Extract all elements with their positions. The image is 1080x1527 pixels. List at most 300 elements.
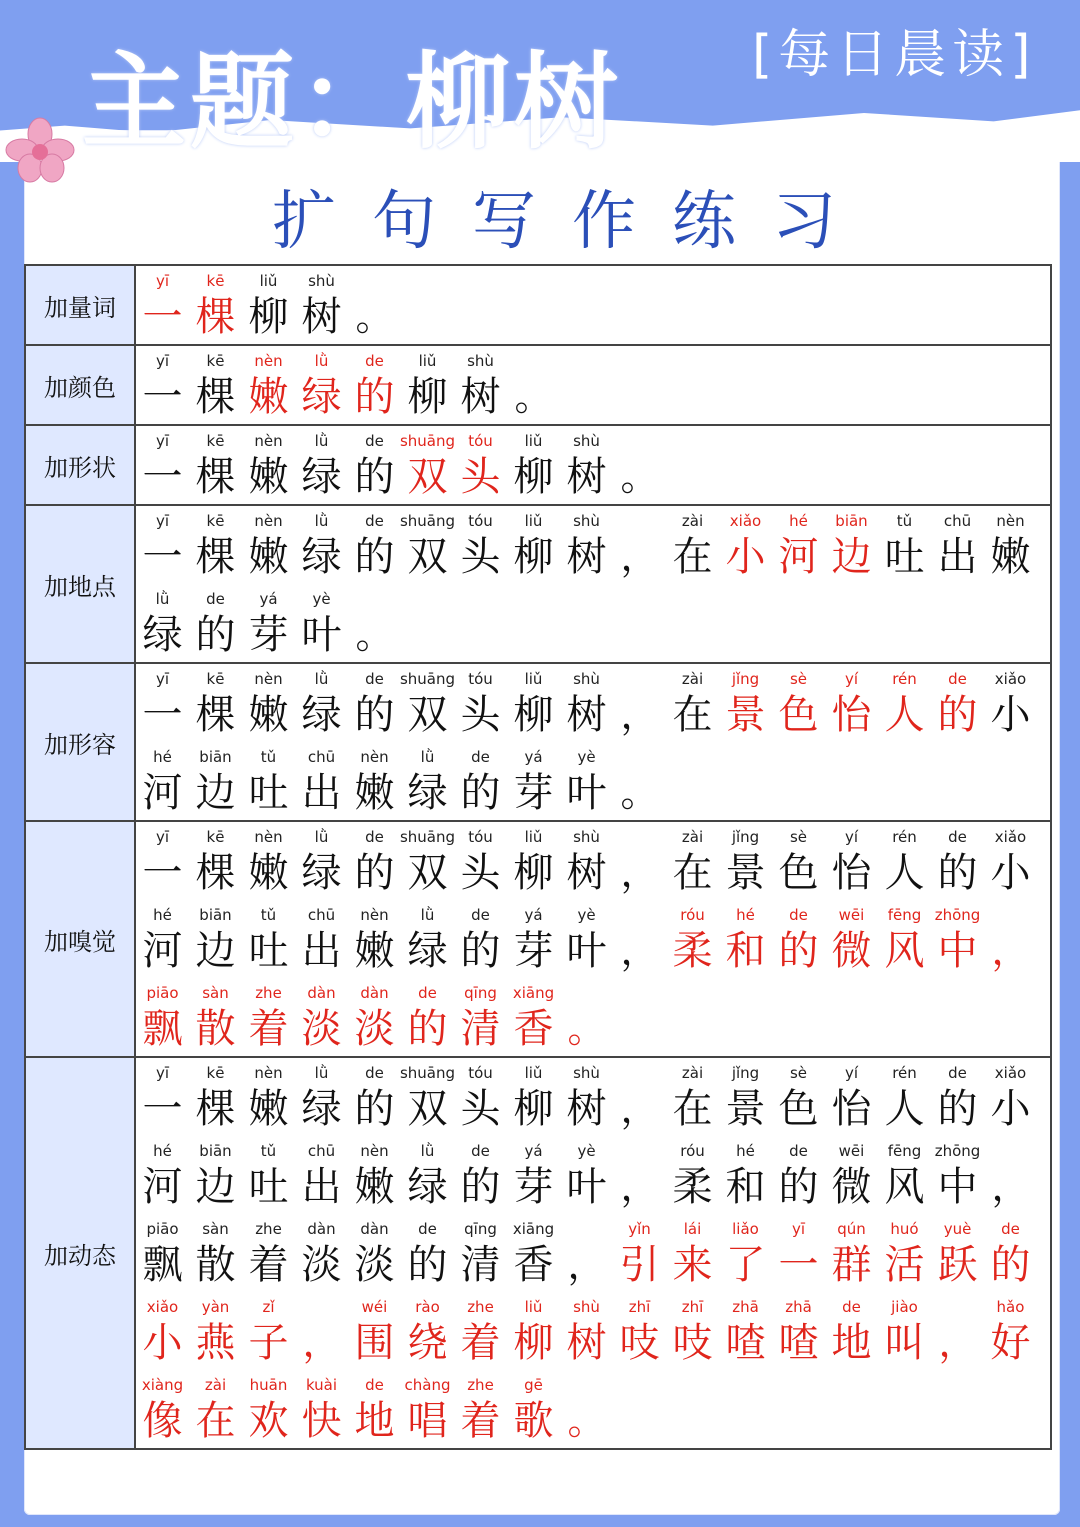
character-with-pinyin	[878, 670, 931, 742]
pinyin: yī	[791, 1220, 806, 1238]
hanzi: 在	[672, 850, 713, 896]
sentence-line	[136, 978, 1050, 1056]
pinyin: chū	[307, 906, 336, 924]
hanzi: 的	[407, 1242, 448, 1288]
character-with-pinyin	[666, 1064, 719, 1136]
pinyin: chū	[307, 748, 336, 766]
character-with-pinyin	[613, 512, 666, 584]
character-with-pinyin	[189, 352, 242, 424]
hanzi: 树	[566, 1320, 607, 1366]
pinyin: de	[365, 512, 384, 530]
hanzi: 出	[301, 1164, 342, 1210]
pinyin: sàn	[202, 984, 229, 1002]
hanzi: 小	[990, 1086, 1031, 1132]
hanzi: 一	[142, 692, 183, 738]
pinyin: nèn	[254, 670, 283, 688]
pinyin: shù	[573, 1064, 600, 1082]
character-with-pinyin	[454, 1298, 507, 1370]
pinyin: hǎo	[996, 1298, 1025, 1316]
hanzi: ，	[620, 1165, 659, 1209]
hanzi: 好	[990, 1320, 1031, 1366]
pinyin: qīng	[464, 1220, 497, 1238]
character-with-pinyin	[242, 1298, 295, 1370]
pinyin: shù	[308, 272, 335, 290]
hanzi: 双	[407, 1086, 448, 1132]
pinyin: xiǎo	[994, 828, 1027, 846]
pinyin: de	[418, 984, 437, 1002]
hanzi: 人	[884, 692, 925, 738]
character-with-pinyin	[719, 512, 772, 584]
hanzi: 柳	[513, 534, 554, 580]
pinyin: zǐ	[262, 1298, 275, 1316]
character-with-pinyin	[772, 670, 825, 742]
pinyin: yuè	[943, 1220, 972, 1238]
character-with-pinyin	[931, 512, 984, 584]
character-with-pinyin	[719, 828, 772, 900]
character-with-pinyin	[189, 1220, 242, 1292]
character-with-pinyin	[401, 1298, 454, 1370]
hanzi: 嫩	[248, 534, 289, 580]
pinyin: zhōng	[934, 1142, 981, 1160]
pinyin: lǜ	[314, 352, 329, 370]
character-with-pinyin	[295, 512, 348, 584]
character-with-pinyin	[242, 984, 295, 1056]
hanzi: 双	[407, 534, 448, 580]
character-with-pinyin	[348, 432, 401, 504]
character-with-pinyin	[401, 748, 454, 820]
hanzi: 人	[884, 1086, 925, 1132]
hanzi: 淡	[354, 1006, 395, 1052]
hanzi: 燕	[195, 1320, 236, 1366]
subtitle: 扩句写作练习	[272, 185, 872, 259]
character-with-pinyin	[454, 352, 507, 424]
pinyin: tóu	[468, 828, 493, 846]
pinyin: rén	[892, 828, 917, 846]
hanzi: 淡	[301, 1242, 342, 1288]
pinyin: yè	[577, 748, 596, 766]
hanzi: 的	[354, 692, 395, 738]
character-with-pinyin	[772, 512, 825, 584]
sentence-cell	[135, 345, 1051, 425]
character-with-pinyin	[719, 1298, 772, 1370]
character-with-pinyin	[931, 1142, 984, 1214]
character-with-pinyin	[136, 1298, 189, 1370]
pinyin: tóu	[468, 432, 493, 450]
character-with-pinyin	[666, 906, 719, 978]
character-with-pinyin	[560, 828, 613, 900]
hanzi: 出	[937, 534, 978, 580]
pinyin: shù	[467, 352, 494, 370]
hanzi: 来	[672, 1242, 713, 1288]
pinyin: yá	[524, 748, 543, 766]
character-with-pinyin	[401, 432, 454, 504]
character-with-pinyin	[878, 512, 931, 584]
pinyin: yè	[577, 1142, 596, 1160]
pinyin: nèn	[254, 828, 283, 846]
hanzi: 一	[142, 1086, 183, 1132]
character-with-pinyin	[507, 670, 560, 742]
character-with-pinyin	[401, 352, 454, 424]
hanzi: 风	[884, 928, 925, 974]
character-with-pinyin	[560, 1142, 613, 1214]
sentence-line	[136, 900, 1050, 978]
hanzi: 树	[566, 850, 607, 896]
hanzi: 景	[725, 1086, 766, 1132]
hanzi: 柳	[513, 454, 554, 500]
hanzi: 和	[725, 928, 766, 974]
exercise-row	[25, 663, 1051, 821]
character-with-pinyin	[984, 828, 1037, 900]
hanzi: 棵	[195, 850, 236, 896]
pinyin: rào	[415, 1298, 440, 1316]
pinyin: de	[365, 670, 384, 688]
hanzi: 。	[514, 375, 553, 419]
character-with-pinyin	[825, 1220, 878, 1292]
sentence-cell	[135, 505, 1051, 663]
hanzi: 地	[831, 1320, 872, 1366]
pinyin: xiǎo	[994, 670, 1027, 688]
pinyin: zhī	[681, 1298, 704, 1316]
character-with-pinyin	[507, 1376, 560, 1448]
row-label: 加动态	[25, 1057, 135, 1449]
hanzi: 一	[142, 534, 183, 580]
character-with-pinyin	[136, 1220, 189, 1292]
hanzi: 像	[142, 1398, 183, 1444]
pinyin: sè	[789, 670, 808, 688]
hanzi: 小	[990, 850, 1031, 896]
hanzi: 树	[566, 534, 607, 580]
pinyin: shuāng	[399, 670, 456, 688]
hanzi: 的	[354, 374, 395, 420]
character-with-pinyin	[772, 906, 825, 978]
character-with-pinyin	[560, 984, 613, 1056]
character-with-pinyin	[666, 512, 719, 584]
hanzi: 喳	[725, 1320, 766, 1366]
hanzi: ，	[938, 1321, 977, 1365]
hanzi: 绿	[407, 1164, 448, 1210]
character-with-pinyin	[507, 352, 560, 424]
hanzi: 头	[460, 1086, 501, 1132]
brand-label: [每日晨读]	[752, 25, 1037, 85]
character-with-pinyin	[454, 1064, 507, 1136]
exercise-table	[24, 264, 1052, 1450]
hanzi: 棵	[195, 1086, 236, 1132]
hanzi: 嫩	[354, 1164, 395, 1210]
character-with-pinyin	[507, 828, 560, 900]
pinyin: zài	[681, 670, 704, 688]
hanzi: 。	[567, 1399, 606, 1443]
character-with-pinyin	[454, 984, 507, 1056]
pinyin: zhe	[255, 1220, 282, 1238]
pinyin: shù	[573, 432, 600, 450]
hanzi: 柳	[513, 850, 554, 896]
pinyin: lǜ	[314, 512, 329, 530]
pinyin: zài	[681, 512, 704, 530]
hanzi: 景	[725, 850, 766, 896]
hanzi: 出	[301, 928, 342, 974]
hanzi: 头	[460, 850, 501, 896]
hanzi: 的	[778, 1164, 819, 1210]
character-with-pinyin	[189, 1064, 242, 1136]
character-with-pinyin	[348, 984, 401, 1056]
hanzi: 的	[778, 928, 819, 974]
pinyin: yī	[155, 670, 170, 688]
character-with-pinyin	[136, 906, 189, 978]
character-with-pinyin	[295, 1064, 348, 1136]
pinyin: de	[365, 1064, 384, 1082]
hanzi: 的	[460, 1164, 501, 1210]
character-with-pinyin	[719, 906, 772, 978]
hanzi: 的	[354, 850, 395, 896]
pinyin: zhā	[732, 1298, 759, 1316]
hanzi: 一	[778, 1242, 819, 1288]
character-with-pinyin	[348, 1220, 401, 1292]
hanzi: 在	[672, 1086, 713, 1132]
pinyin: fēng	[887, 906, 922, 924]
pinyin: shuāng	[399, 828, 456, 846]
character-with-pinyin	[136, 272, 189, 344]
pinyin: liǔ	[524, 670, 543, 688]
pinyin: tǔ	[260, 748, 277, 766]
sentence-cell	[135, 265, 1051, 345]
pinyin: shù	[573, 670, 600, 688]
character-with-pinyin	[136, 432, 189, 504]
pinyin: tǔ	[260, 1142, 277, 1160]
hanzi: 清	[460, 1242, 501, 1288]
hanzi: ，	[567, 1243, 606, 1287]
pinyin: chū	[307, 1142, 336, 1160]
character-with-pinyin	[560, 1064, 613, 1136]
hanzi: ，	[620, 851, 659, 895]
character-with-pinyin	[878, 1064, 931, 1136]
character-with-pinyin	[666, 1220, 719, 1292]
character-with-pinyin	[719, 1064, 772, 1136]
hanzi: 小	[990, 692, 1031, 738]
sentence-cell	[135, 1057, 1051, 1449]
character-with-pinyin	[560, 1220, 613, 1292]
hanzi: 绿	[301, 1086, 342, 1132]
hanzi: 绕	[407, 1320, 448, 1366]
hanzi: 嫩	[354, 770, 395, 816]
hanzi: 棵	[195, 294, 236, 340]
character-with-pinyin	[666, 670, 719, 742]
character-with-pinyin	[348, 272, 401, 344]
hanzi: 绿	[301, 374, 342, 420]
character-with-pinyin	[613, 1064, 666, 1136]
hanzi: 头	[460, 692, 501, 738]
character-with-pinyin	[295, 984, 348, 1056]
pinyin: nèn	[360, 906, 389, 924]
hanzi: 叫	[884, 1320, 925, 1366]
pinyin: de	[1001, 1220, 1020, 1238]
hanzi: 绿	[301, 454, 342, 500]
character-with-pinyin	[242, 1064, 295, 1136]
hanzi: 色	[778, 1086, 819, 1132]
character-with-pinyin	[348, 670, 401, 742]
row-label: 加颜色	[25, 345, 135, 425]
character-with-pinyin	[348, 1298, 401, 1370]
hanzi: 香	[513, 1006, 554, 1052]
pinyin: yí	[844, 1064, 859, 1082]
hanzi: 的	[407, 1006, 448, 1052]
pinyin: de	[365, 432, 384, 450]
pinyin: nèn	[254, 432, 283, 450]
sentence-line	[136, 742, 1050, 820]
hanzi: 清	[460, 1006, 501, 1052]
sentence-line	[136, 1136, 1050, 1214]
sentence-cell	[135, 663, 1051, 821]
hanzi: 双	[407, 454, 448, 500]
pinyin: kē	[206, 828, 225, 846]
hanzi: 吱	[672, 1320, 713, 1366]
character-with-pinyin	[189, 906, 242, 978]
hanzi: ，	[620, 535, 659, 579]
pinyin: de	[471, 748, 490, 766]
pinyin: jiào	[891, 1298, 918, 1316]
pinyin: zhī	[628, 1298, 651, 1316]
character-with-pinyin	[295, 432, 348, 504]
hanzi: 叶	[566, 770, 607, 816]
character-with-pinyin	[401, 1064, 454, 1136]
row-label: 加形容	[25, 663, 135, 821]
hanzi: 着	[460, 1320, 501, 1366]
pinyin: nèn	[254, 352, 283, 370]
hanzi: ，	[302, 1321, 341, 1365]
pinyin: yí	[844, 828, 859, 846]
character-with-pinyin	[189, 748, 242, 820]
character-with-pinyin	[136, 590, 189, 662]
pinyin: lǜ	[420, 906, 435, 924]
hanzi: 的	[937, 850, 978, 896]
character-with-pinyin	[295, 352, 348, 424]
hanzi: 树	[301, 294, 342, 340]
character-with-pinyin	[242, 512, 295, 584]
pinyin: hé	[736, 906, 755, 924]
character-with-pinyin	[984, 1220, 1037, 1292]
character-with-pinyin	[242, 272, 295, 344]
pinyin: dàn	[307, 984, 336, 1002]
hanzi: 绿	[407, 928, 448, 974]
character-with-pinyin	[348, 1376, 401, 1448]
hanzi: 。	[355, 295, 394, 339]
hanzi: 绿	[142, 612, 183, 658]
hanzi: 芽	[513, 928, 554, 974]
pinyin: zài	[204, 1376, 227, 1394]
character-with-pinyin	[454, 828, 507, 900]
character-with-pinyin	[931, 1298, 984, 1370]
character-with-pinyin	[136, 828, 189, 900]
hanzi: 。	[567, 1007, 606, 1051]
character-with-pinyin	[189, 670, 242, 742]
pinyin: yī	[155, 352, 170, 370]
hanzi: 边	[831, 534, 872, 580]
character-with-pinyin	[295, 590, 348, 662]
hanzi: 的	[195, 612, 236, 658]
pinyin: hé	[153, 1142, 172, 1160]
pinyin: wéi	[361, 1298, 388, 1316]
character-with-pinyin	[825, 1064, 878, 1136]
character-with-pinyin	[560, 1376, 613, 1448]
character-with-pinyin	[613, 670, 666, 742]
character-with-pinyin	[348, 1064, 401, 1136]
pinyin: xiāng	[512, 1220, 555, 1238]
pinyin: de	[365, 828, 384, 846]
pinyin: sàn	[202, 1220, 229, 1238]
character-with-pinyin	[931, 1220, 984, 1292]
character-with-pinyin	[613, 1220, 666, 1292]
hanzi: 的	[460, 770, 501, 816]
character-with-pinyin	[984, 1298, 1037, 1370]
exercise-row	[25, 505, 1051, 663]
character-with-pinyin	[295, 1142, 348, 1214]
character-with-pinyin	[189, 1298, 242, 1370]
hanzi: 的	[460, 928, 501, 974]
hanzi: 色	[778, 850, 819, 896]
hanzi: 吐	[884, 534, 925, 580]
pinyin: xiǎo	[146, 1298, 179, 1316]
pinyin: biān	[199, 906, 232, 924]
pinyin: lǜ	[314, 670, 329, 688]
hanzi: 和	[725, 1164, 766, 1210]
hanzi: ，	[620, 693, 659, 737]
character-with-pinyin	[242, 1142, 295, 1214]
pinyin: lǜ	[420, 1142, 435, 1160]
hanzi: 树	[566, 1086, 607, 1132]
pinyin: yè	[577, 906, 596, 924]
hanzi: 怡	[831, 850, 872, 896]
character-with-pinyin	[507, 1298, 560, 1370]
hanzi: ，	[620, 929, 659, 973]
hanzi: 飘	[142, 1006, 183, 1052]
hanzi: 棵	[195, 374, 236, 420]
character-with-pinyin	[984, 670, 1037, 742]
pinyin: shù	[573, 512, 600, 530]
hanzi: 嫩	[248, 374, 289, 420]
pinyin: qīng	[464, 984, 497, 1002]
pinyin: yī	[155, 272, 170, 290]
character-with-pinyin	[613, 432, 666, 504]
character-with-pinyin	[931, 906, 984, 978]
character-with-pinyin	[401, 984, 454, 1056]
character-with-pinyin	[772, 1064, 825, 1136]
hanzi: 怡	[831, 692, 872, 738]
sentence-line	[136, 426, 1050, 504]
hanzi: 喳	[778, 1320, 819, 1366]
character-with-pinyin	[878, 1220, 931, 1292]
character-with-pinyin	[931, 670, 984, 742]
pinyin: nèn	[360, 1142, 389, 1160]
pinyin: kē	[206, 272, 225, 290]
character-with-pinyin	[878, 1142, 931, 1214]
hanzi: 飘	[142, 1242, 183, 1288]
hanzi: 绿	[301, 534, 342, 580]
pinyin: de	[418, 1220, 437, 1238]
character-with-pinyin	[401, 1220, 454, 1292]
character-with-pinyin	[401, 512, 454, 584]
hanzi: 的	[937, 692, 978, 738]
pinyin: de	[471, 906, 490, 924]
pinyin: yá	[524, 906, 543, 924]
hanzi: 嫩	[248, 454, 289, 500]
hanzi: 。	[355, 613, 394, 657]
character-with-pinyin	[560, 906, 613, 978]
character-with-pinyin	[348, 828, 401, 900]
pinyin: rén	[892, 670, 917, 688]
character-with-pinyin	[984, 512, 1037, 584]
pinyin: nèn	[254, 512, 283, 530]
character-with-pinyin	[613, 828, 666, 900]
pinyin: wēi	[838, 1142, 865, 1160]
